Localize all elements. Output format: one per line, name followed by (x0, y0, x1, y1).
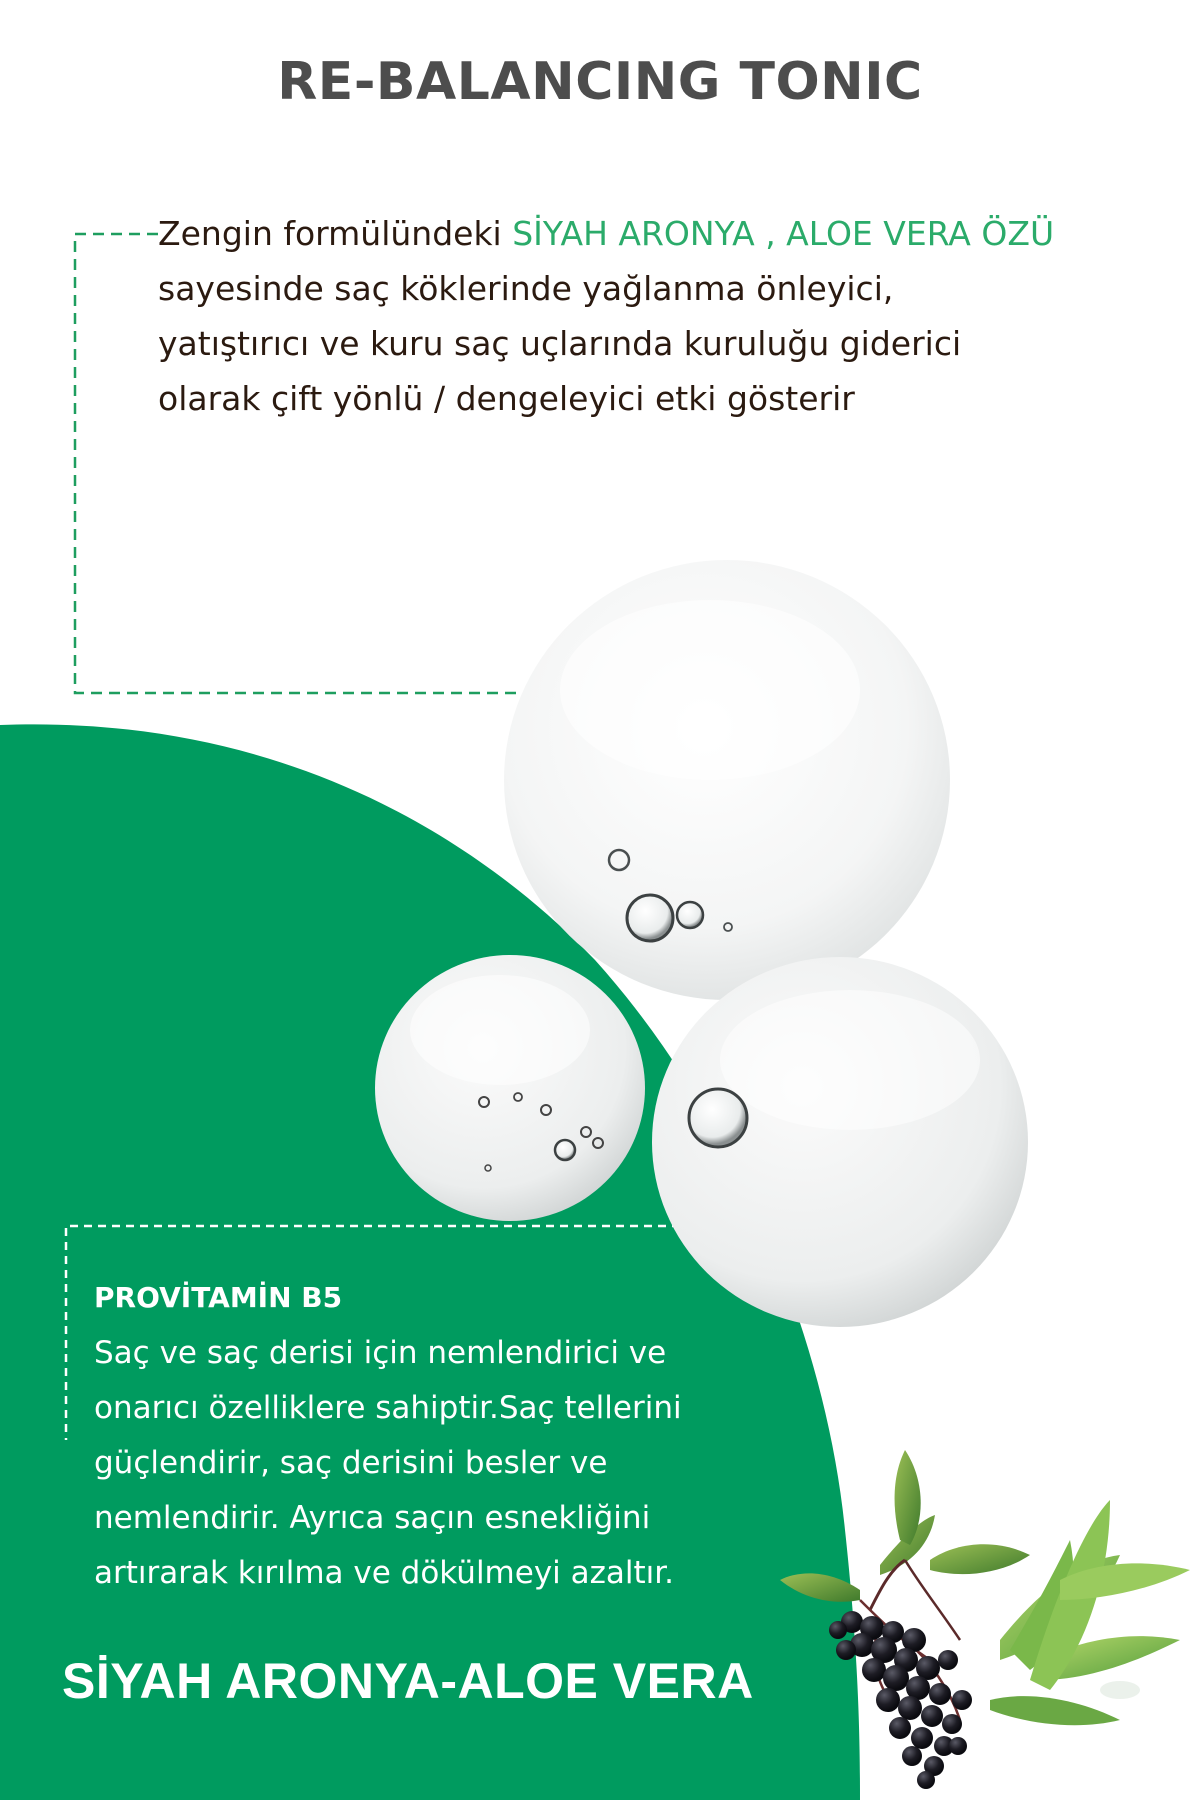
intro-line-3: yatıştırıcı ve kuru saç uçlarında kuruluğu giderici (158, 324, 962, 363)
provitamin-section (94, 1280, 774, 1601)
provitamin-line-3: güçlendirir, saç derisini besler ve (94, 1445, 608, 1481)
berry (929, 1683, 951, 1705)
provitamin-line-5: artırarak kırılma ve dökülmeyi azaltır. (94, 1555, 675, 1591)
berry (921, 1705, 943, 1727)
ingredient-title: SİYAH ARONYA-ALOE VERA (62, 1653, 754, 1709)
berry (911, 1727, 933, 1749)
intro-line-2: sayesinde saç köklerinde yağlanma önleyici, (158, 269, 894, 308)
gel-droplet-right-icon (652, 957, 1028, 1327)
intro-paragraph (158, 206, 1148, 426)
intro-lead-text: Zengin formülündeki (158, 214, 513, 253)
berry (917, 1771, 935, 1789)
berry (949, 1737, 967, 1755)
provitamin-line-4: nemlendirir. Ayrıca saçın esnekliğini (94, 1500, 651, 1536)
provitamin-line-1: Saç ve saç derisi için nemlendirici ve (94, 1335, 667, 1371)
berry (898, 1696, 922, 1720)
intro-line-1 (158, 206, 1148, 261)
berry (938, 1650, 958, 1670)
intro-highlight: SİYAH ARONYA , ALOE VERA ÖZÜ (512, 214, 1055, 253)
provitamin-line-2: onarıcı özelliklere sahiptir.Saç tellerini (94, 1390, 682, 1426)
page-title: RE-BALANCING TONIC (277, 52, 923, 112)
berry (836, 1640, 856, 1660)
provitamin-title: PROVİTAMİN B5 (94, 1281, 343, 1314)
gel-droplet-small-icon (375, 955, 645, 1221)
berry (942, 1714, 962, 1734)
berry (876, 1688, 900, 1712)
aloe-leaf-icon (990, 1500, 1190, 1725)
berry (889, 1717, 911, 1739)
berry (902, 1746, 922, 1766)
berry (952, 1690, 972, 1710)
berry (829, 1621, 847, 1639)
berry (862, 1658, 886, 1682)
berry (883, 1665, 909, 1691)
intro-line-4: olarak çift yönlü / dengeleyici etki gösterir (158, 379, 855, 418)
gel-droplet-icon (504, 560, 950, 1000)
provitamin-body (94, 1326, 774, 1601)
